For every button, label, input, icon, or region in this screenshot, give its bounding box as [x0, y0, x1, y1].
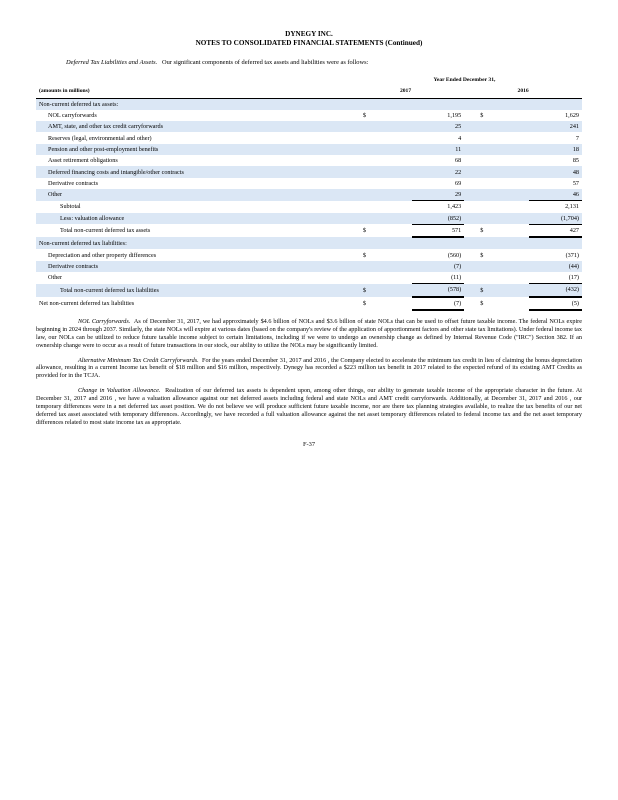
currency-2016: $ [480, 251, 484, 259]
currency-2017: $ [347, 284, 412, 297]
value-2016: (44) [529, 261, 582, 272]
currency-2017 [347, 213, 412, 225]
row-label: Net non-current deferred tax liabilities [39, 299, 135, 307]
company-name: DYNEGY INC. [285, 30, 333, 38]
row-label: Total non-current deferred tax assets [60, 227, 151, 235]
row-label: AMT, state, and other tax credit carryforwards [36, 121, 347, 132]
value-2016 [529, 98, 582, 110]
year2-header: 2016 [464, 86, 582, 98]
value-2016: 57 [572, 179, 579, 187]
value-2017: 11 [412, 144, 465, 155]
row-label: Derivative contracts [36, 261, 347, 272]
units-label: (amounts in millions) [36, 86, 347, 98]
table-row [36, 189, 582, 201]
value-2016: 427 [529, 224, 582, 237]
nol-text: As of December 31, 2017, we had approximately $4.6 billion of NOLs and $3.6 billion of state NOLs that can be used to offset future taxable income. The federal NOLs expire beginning in 2024 through 2037. Similarly, the state NOLs will expire at various dates (based on the company's review of the application of apportionment factors and other state tax limitations). Under federal income tax law, our NOLs can be utilized to reduce future taxable income subject to certain limitations, including if we were to undergo an ownership change as defined by Internal Revenue Code ("IRC") Section 382. If an ownership change were to occur as a result of future transactions in our stock, our ability to utilize the NOLs may be significantly limited. [36, 317, 582, 349]
table-row [36, 272, 582, 284]
value-2017: (560) [447, 251, 462, 259]
valuation-heading: Change in Valuation Allowance. [78, 387, 161, 395]
value-2016: 48 [529, 166, 582, 177]
currency-2017: $ [362, 227, 366, 235]
currency-2016 [464, 132, 529, 143]
value-2016: 18 [529, 144, 582, 155]
row-label: Non-current deferred tax liabilities: [36, 237, 347, 249]
currency-2017: $ [362, 299, 366, 307]
currency-2016 [464, 121, 529, 132]
table-period-header-row [36, 75, 582, 86]
value-2016: 7 [575, 134, 579, 142]
currency-2017 [347, 166, 412, 177]
deferred-tax-table [36, 75, 582, 311]
valuation-paragraph [36, 387, 582, 427]
value-2016: (432) [529, 284, 582, 297]
currency-2016 [464, 213, 529, 225]
row-label: Subtotal [60, 203, 81, 211]
value-2017: 29 [412, 189, 465, 201]
currency-2016 [464, 155, 529, 166]
table-row [36, 213, 582, 225]
currency-2017 [347, 272, 412, 284]
row-label: NOL carryforwards [48, 112, 97, 120]
currency-2016 [464, 178, 529, 189]
currency-2016 [464, 98, 529, 110]
currency-2016 [464, 201, 529, 213]
value-2017 [412, 98, 465, 110]
value-2017: 22 [412, 166, 465, 177]
value-2016: 241 [529, 121, 582, 132]
currency-2017 [347, 98, 412, 110]
nol-paragraph [36, 318, 582, 350]
table-row [36, 261, 582, 272]
value-2017: (11) [412, 272, 465, 284]
row-label: Asset retirement obligations [48, 157, 118, 165]
year1-header: 2017 [347, 86, 464, 98]
currency-2016 [464, 189, 529, 201]
value-2016: (5) [529, 297, 582, 310]
value-2017: 1,195 [447, 112, 462, 120]
value-2017: 25 [412, 121, 465, 132]
value-2017: 4 [458, 134, 462, 142]
table-row [36, 155, 582, 166]
currency-2016 [464, 261, 529, 272]
value-2016: (17) [529, 272, 582, 284]
table-row [36, 121, 582, 132]
value-2016 [529, 237, 582, 249]
amt-paragraph [36, 357, 582, 381]
row-label: Depreciation and other property differences [48, 251, 157, 259]
period-header: Year Ended December 31, [433, 77, 496, 84]
table-column-header-row [36, 86, 582, 98]
currency-2016 [464, 237, 529, 249]
row-label: Other [48, 274, 63, 282]
currency-2017 [347, 261, 412, 272]
currency-2016: $ [480, 112, 484, 120]
document-page [36, 30, 582, 448]
page-number: F-37 [302, 440, 316, 448]
page-title: NOTES TO CONSOLIDATED FINANCIAL STATEMENTS (Continued) [195, 39, 423, 47]
value-2017: 571 [412, 224, 465, 237]
value-2017: (578) [412, 284, 465, 297]
value-2017: 1,423 [447, 203, 462, 211]
row-label: Derivative contracts [48, 179, 98, 187]
intro-text: Our significant components of deferred tax assets and liabilities were as follows: [161, 59, 369, 66]
table-row [36, 98, 582, 110]
currency-2017 [347, 132, 412, 143]
row-label: Total non-current deferred tax liabilities [36, 284, 347, 297]
table-row [36, 224, 582, 237]
currency-2017 [347, 237, 412, 249]
intro-line [36, 59, 582, 67]
currency-2017 [347, 178, 412, 189]
currency-2017: $ [362, 112, 366, 120]
table-row [36, 249, 582, 260]
value-2017: (852) [412, 213, 465, 225]
currency-2017 [347, 155, 412, 166]
value-2017: (7) [412, 297, 465, 310]
table-row [36, 201, 582, 213]
currency-2016 [464, 166, 529, 177]
table-row [36, 132, 582, 143]
value-2016: (371) [565, 251, 579, 259]
value-2016: 2,131 [565, 203, 579, 211]
value-2016: 46 [529, 189, 582, 201]
currency-2017 [347, 144, 412, 155]
intro-heading: Deferred Tax Liabilities and Assets. [66, 59, 158, 66]
row-label: Less: valuation allowance [36, 213, 347, 225]
value-2017: 68 [455, 157, 462, 165]
currency-2017 [347, 189, 412, 201]
amt-heading: Alternative Minimum Tax Credit Carryforwards. [78, 356, 199, 364]
table-row [36, 110, 582, 121]
value-2017: (7) [412, 261, 465, 272]
value-2016: (1,704) [529, 213, 582, 225]
table-row [36, 284, 582, 297]
currency-2016 [464, 272, 529, 284]
table-row [36, 237, 582, 249]
valuation-text: Realization of our deferred tax assets is dependent upon, among other things, our ability to generate taxable income of the appropriate character in the future. At December 31, 2017 and 2016 , we have a valuation allowance against our net deferred assets including federal and state NOLs and AMT credit carryforwards. Additionally, at December 31, 2017 and 2016 , our temporary differences were in a net deferred tax asset position. We do not believe we will produce sufficient future taxable income, nor are there tax planning strategies available, to realize the tax benefits of our net deferred tax asset associated with temporary differences. Accordingly, we have recorded a full valuation allowance against the net asset temporary differences related to federal income tax and the net asset temporary differences related to most state income tax as appropriate. [36, 387, 582, 426]
table-row [36, 297, 582, 310]
value-2016: 1,629 [565, 112, 579, 120]
currency-2017 [347, 201, 412, 213]
row-label: Deferred financing costs and intangible/other contracts [36, 166, 347, 177]
currency-2017: $ [362, 251, 366, 259]
row-label: Non-current deferred tax assets: [36, 98, 347, 110]
table-row [36, 166, 582, 177]
table-row [36, 178, 582, 189]
table-row [36, 144, 582, 155]
value-2017: 69 [455, 179, 462, 187]
row-label: Other [36, 189, 347, 201]
row-label: Reserves (legal, environmental and other) [48, 134, 152, 142]
currency-2016: $ [464, 284, 529, 297]
value-2016: 85 [572, 157, 579, 165]
currency-2016: $ [480, 227, 484, 235]
nol-heading: NOL Carryforwards. [78, 317, 131, 325]
currency-2016: $ [480, 299, 484, 307]
amt-text: For the years ended December 31, 2017 and 2016 , the Company elected to accelerate the minimum tax credit in lieu of claiming the bonus depreciation allowance, resulting in a current Income tax benefit of $18 million and $16 million, respectively. Dynegy has recorded a $223 million tax benefit in 2017 related to the expected refund of its existing AMT Credits as provided for in the TCJA. [36, 356, 583, 380]
currency-2017 [347, 121, 412, 132]
currency-2016 [464, 144, 529, 155]
value-2017 [412, 237, 465, 249]
row-label: Pension and other post-employment benefits [36, 144, 347, 155]
